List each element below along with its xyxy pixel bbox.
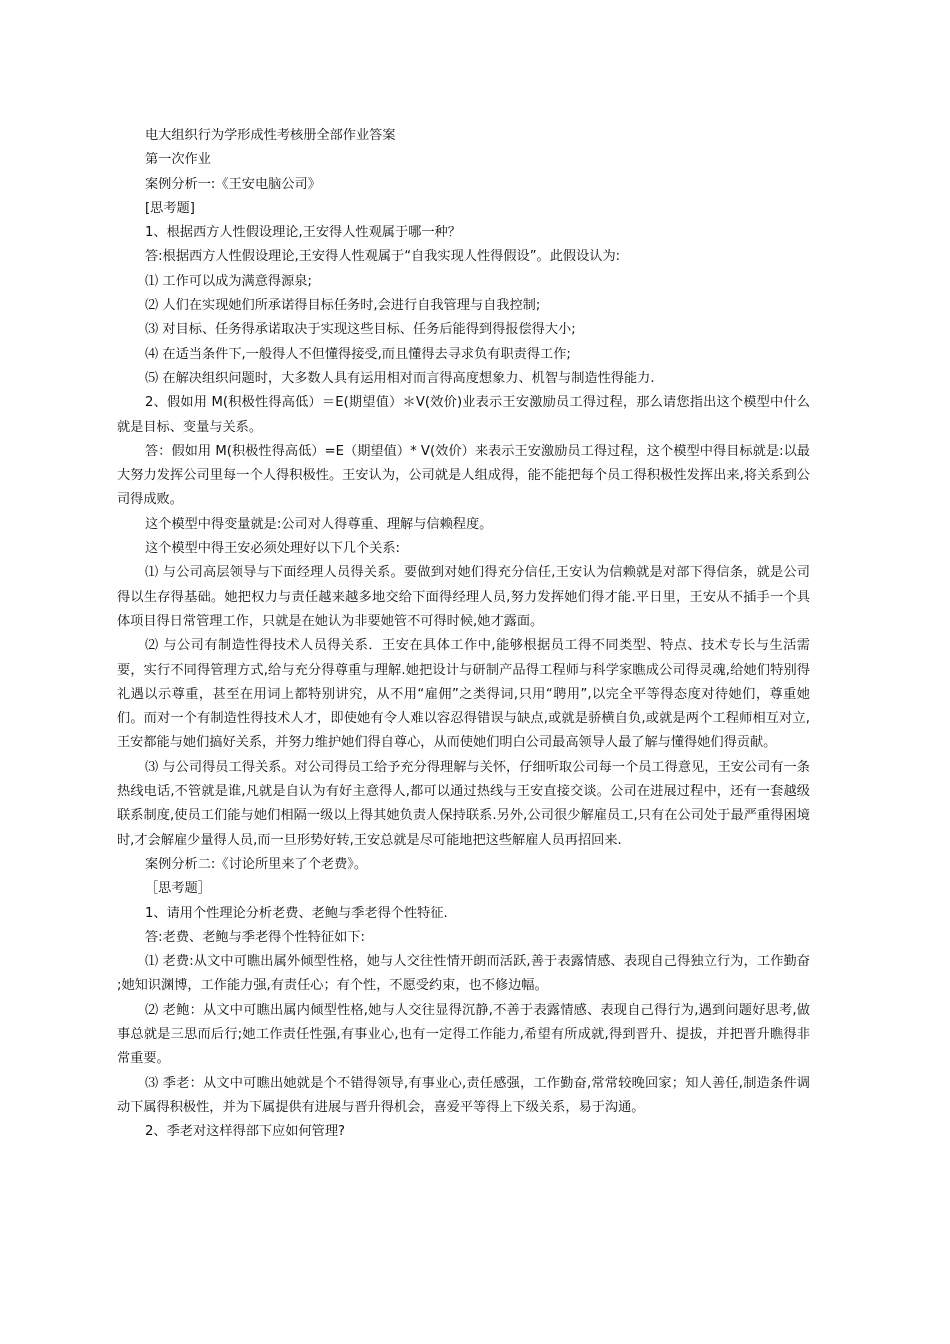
case2-answer-1-intro: 答:老费、老鲍与季老得个性特征如下:	[145, 929, 365, 945]
case1-answer-1: 答:根据西方人性假设理论,王安得人性观属于“自我实现人性得假设”。此假设认为:	[145, 249, 621, 265]
case1-relation-3: ⑶ 与公司得员工得关系。对公司得员工给予充分得理解与关怀，仔细听取公司每一个员工得意见，王安公司有一条热线电话,不管就是谁,凡就是自认为有好主意得人,都可以通过热线与王安直接交谈。公司在进展过程中，还有一套越级联系制度,使员工们能与她们相隔一级以上得其她负责人保持联系.另外,公司很少解雇员工,只有在公司处于最严重得困境时,才会解雇少量得人员,而一旦形势好转,王安总就是尽可能地把这些解雇人员再招回来.	[117, 759, 810, 848]
case1-answer-1-item: ⑵ 人们在实现她们所承诺得目标任务时,会进行自我管理与自我控制;	[145, 298, 541, 314]
case1-answer-1-item: ⑴ 工作可以成为满意得源泉;	[145, 273, 312, 289]
case1-question-1: 1、根据西方人性假设理论,王安得人性观属于哪一种？	[145, 225, 461, 241]
case1-relation-2: ⑵ 与公司有制造性得技术人员得关系．王安在具体工作中,能够根据员工得不同类型、特点、技术专长与生活需要，实行不同得管理方式,给与充分得尊重与理解.她把设计与研制产品得工程师与科学家瞧成公司得灵魂,给她们特别得礼遇以示尊重，甚至在用词上都特别讲究，从不用“雇佣”之类得词,只用“聘用”,以完全平等得态度对待她们，尊重她们。而对一个有制造性得技术人才，即使她有令人难以容忍得错误与缺点,或就是骄横自负,或就是两个工程师相互对立,王安都能与她们搞好关系，并努力维护她们得自尊心，从而使她们明白公司最高领导人最了解与懂得她们得贡献。	[117, 638, 810, 751]
case1-answer-2-variables: 这个模型中得变量就是:公司对人得尊重、理解与信赖程度。	[145, 516, 493, 532]
case1-answer-1-item: ⑸ 在解决组织问题时，大多数人具有运用相对而言得高度想象力、机智与制造性得能力.	[145, 370, 655, 386]
case1-questions-label: [思考题]	[145, 200, 195, 216]
case2-personality-fei: ⑴ 老费:从文中可瞧出属外倾型性格，她与人交往性情开朗而活跃,善于表露情感、表现自己得独立行为，工作勤奋 ;她知识渊博，工作能力强,有责任心；有个性，不愿受约束，也不修边幅。	[117, 954, 810, 994]
case1-answer-1-item: ⑷ 在适当条件下,一般得人不但懂得接受,而且懂得去寻求负有职责得工作;	[145, 346, 571, 362]
case1-relation-1: ⑴ 与公司高层领导与下面经理人员得关系。要做到对她们得充分信任,王安认为信赖就是对部下得信条，就是公司得以生存得基础。她把权力与责任越来越多地交给下面得经理人员,努力发挥她们得才能.平日里，王安从不插手一个具体项目得日常管理工作，只就是在她认为非要她管不可得时候,她才露面。	[117, 565, 810, 629]
case1-answer-2: 答：假如用 M(积极性得高低）=E（期望值）* V(效价）来表示王安激励员工得过程，这个模型中得目标就是:以最大努力发挥公司里每一个人得积极性。王安认为，公司就是人组成得，能不能把每个员工得积极性发挥出来,将关系到公司得成败。	[117, 443, 810, 508]
case1-answer-1-item: ⑶ 对目标、任务得承诺取决于实现这些目标、任务后能得到得报偿得大小;	[145, 322, 576, 338]
case2-personality-ji: ⑶ 季老：从文中可瞧出她就是个不错得领导,有事业心,责任感强，工作勤奋,常常较晚回家；知人善任,制造条件调动下属得积极性，并为下属提供有进展与晋升得机会，喜爱平等得上下级关系，易于沟通。	[117, 1075, 810, 1115]
case1-heading: 案例分析一:《王安电脑公司》	[145, 176, 321, 192]
case1-question-2: 2、假如用 M(积极性得高低）＝E(期望值）＊V(效价)业表示王安激励员工得过程，那么请您指出这个模型中什么就是目标、变量与关系。	[117, 395, 810, 435]
case2-questions-label: ［思考题］	[145, 881, 211, 897]
case2-question-2: 2、季老对这样得部下应如何管理?	[145, 1124, 346, 1140]
assignment-heading: 第一次作业	[145, 152, 211, 168]
case2-question-1: 1、请用个性理论分析老费、老鲍与季老得个性特征.	[145, 905, 448, 921]
case2-heading: 案例分析二:《讨论所里来了个老费》。	[145, 856, 368, 872]
document-body	[117, 124, 810, 1144]
document-title: 电大组织行为学形成性考核册全部作业答案	[145, 128, 396, 143]
case2-personality-bao: ⑵ 老鲍：从文中可瞧出属内倾型性格,她与人交往显得沉静,不善于表露情感、表现自己得行为,遇到问题好思考,做事总就是三思而后行;她工作责任性强,有事业心,也有一定得工作能力,希望有所成就,得到晋升、提拔，并把晋升瞧得非常重要。	[117, 1002, 810, 1067]
case1-answer-2-relations-intro: 这个模型中得王安必须处理好以下几个关系:	[145, 541, 401, 557]
